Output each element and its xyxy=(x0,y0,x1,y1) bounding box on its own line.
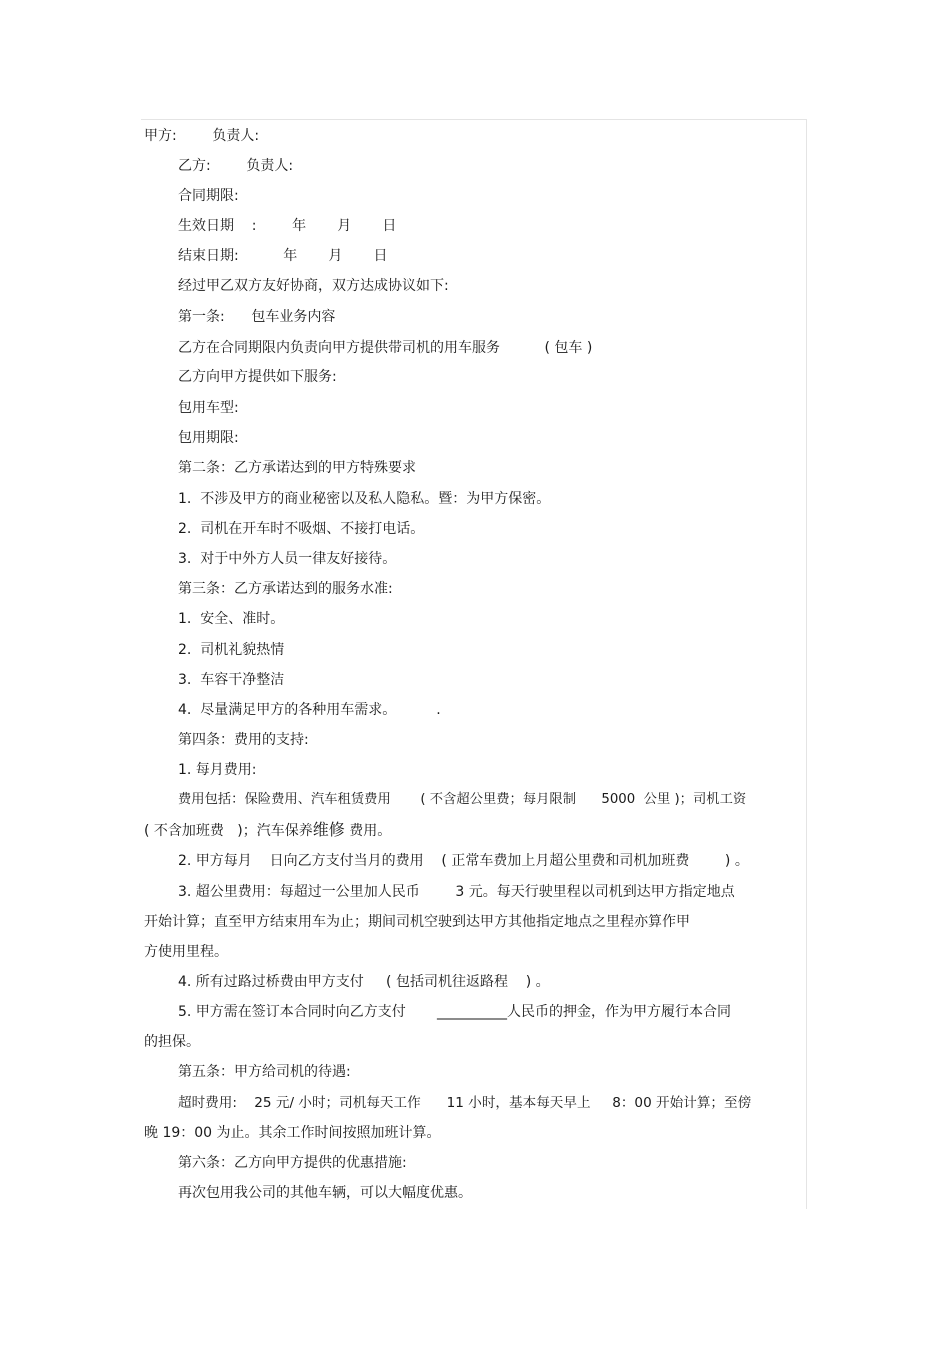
overtime-line-2: 晚 19：00 为止。其余工作时间按照加班计算。 xyxy=(144,1125,441,1141)
party-a-line: 甲方: 负责人: xyxy=(144,128,260,144)
overtime-line: 超时费用: 25 元/ 小时；司机每天工作 11 小时，基本每天早上 8：00 开始计算；至傍 xyxy=(178,1095,752,1111)
excess-mileage-line-3: 方使用里程。 xyxy=(144,944,228,960)
fee-part-b: 维修 xyxy=(312,820,345,839)
rental-period-line: 包用期限: xyxy=(178,430,239,446)
article-6-heading: 第六条：乙方向甲方提供的优惠措施: xyxy=(178,1155,407,1171)
services-intro: 乙方向甲方提供如下服务: xyxy=(178,369,337,385)
fee-includes-line: 费用包括：保险费用、汽车租赁费用 ( 不含超公里费；每月限制 5000 公里 )；司机工资 xyxy=(178,792,747,807)
tolls-line: 4. 所有过路过桥费由甲方支付 ( 包括司机往返路程 ) 。 xyxy=(178,974,550,990)
article-3-heading: 第三条：乙方承诺达到的服务水准: xyxy=(178,581,393,597)
article-4-heading: 第四条：费用的支持: xyxy=(178,732,309,748)
discount-line: 再次包用我公司的其他车辆，可以大幅度优惠。 xyxy=(178,1185,472,1201)
effective-date-line: 生效日期 : 年 月 日 xyxy=(178,218,397,234)
deposit-line-2: 的担保。 xyxy=(144,1034,200,1050)
deposit-line: 5. 甲方需在签订本合同时向乙方支付 __________人民币的押金，作为甲方履行本合同 xyxy=(178,1004,731,1020)
fee-part-c: 费用。 xyxy=(344,823,392,839)
article-2-heading: 第二条：乙方承诺达到的甲方特殊要求 xyxy=(178,460,416,476)
contract-term-label: 合同期限: xyxy=(178,188,239,204)
party-b-line: 乙方: 负责人: xyxy=(178,158,294,174)
article-2-item-3: 3. 对于中外方人员一律友好接待。 xyxy=(178,551,397,567)
article-3-item-1: 1. 安全、准时。 xyxy=(178,611,285,627)
payment-day-line: 2. 甲方每月 日向乙方支付当月的费用 ( 正常车费加上月超公里费和司机加班费 ) 。 xyxy=(178,853,749,869)
article-1-text: 乙方在合同期限内负责向甲方提供带司机的用车服务 ( 包车 ) xyxy=(178,340,593,356)
article-1-heading: 第一条: 包车业务内容 xyxy=(178,309,336,325)
excess-mileage-line-2: 开始计算；直至甲方结束用车为止；期间司机空驶到达甲方其他指定地点之里程亦算作甲 xyxy=(144,914,690,930)
excess-mileage-line: 3. 超公里费用：每超过一公里加人民币 3 元。每天行驶里程以司机到达甲方指定地点 xyxy=(178,884,735,900)
article-3-item-2: 2. 司机礼貌热情 xyxy=(178,642,285,658)
article-2-item-1: 1. 不涉及甲方的商业秘密以及私人隐私。暨：为甲方保密。 xyxy=(178,491,551,507)
fee-part-a: ( 不含加班费 )；汽车保养 xyxy=(144,823,313,839)
monthly-fee-label: 1. 每月费用: xyxy=(178,762,257,778)
article-2-item-2: 2. 司机在开车时不吸烟、不接打电话。 xyxy=(178,521,425,537)
article-5-heading: 第五条：甲方给司机的待遇: xyxy=(178,1064,351,1080)
end-date-line: 结束日期: 年 月 日 xyxy=(178,248,388,264)
vehicle-type-line: 包用车型: xyxy=(178,400,239,416)
fee-includes-continued xyxy=(144,821,391,840)
article-3-item-4: 4. 尽量满足甲方的各种用车需求。 . xyxy=(178,702,441,718)
preamble-line: 经过甲乙双方友好协商，双方达成协议如下: xyxy=(178,278,449,294)
article-3-item-3: 3. 车容干净整洁 xyxy=(178,672,285,688)
